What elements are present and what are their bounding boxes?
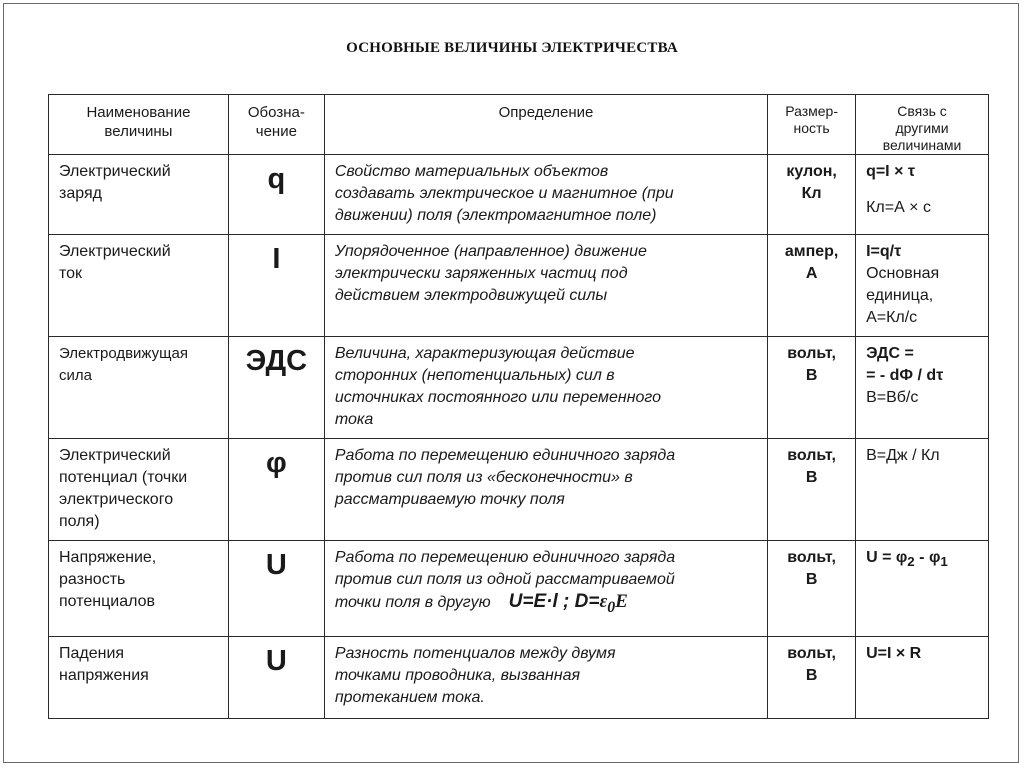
quantity-name: Электрический потенциал (точки электрического поля)	[49, 439, 229, 541]
header-row	[49, 95, 989, 155]
table-row	[49, 235, 989, 337]
quantity-relation: ЭДС = = - dФ / dτ В=Вб/с	[856, 337, 989, 439]
quantity-unit: кулон, Кл	[768, 155, 856, 235]
header-relation: Связь с другими величинами	[856, 95, 989, 155]
table-row	[49, 155, 989, 235]
voltage-formula: U=E·l ; $D=\varepsilon_0E$	[508, 591, 628, 616]
quantity-relation: I=q/τ Основная единица, А=Кл/с	[856, 235, 989, 337]
quantity-symbol: q	[228, 155, 324, 235]
quantity-symbol: U	[228, 637, 324, 719]
quantity-symbol: U	[228, 541, 324, 637]
quantity-relation: $U = \varphi_2 - \varphi_1$	[856, 541, 989, 637]
quantity-symbol: ЭДС	[228, 337, 324, 439]
quantity-definition: Свойство материальных объектов создавать электрическое и магнитное (при движении) поля (электромагнитное поле)	[324, 155, 767, 235]
page-title: ОСНОВНЫЕ ВЕЛИЧИНЫ ЭЛЕКТРИЧЕСТВА	[346, 40, 678, 56]
quantity-name: Падения напряжения	[49, 637, 229, 719]
quantity-unit: вольт, В	[768, 439, 856, 541]
quantity-definition: Работа по перемещению единичного заряда против сил поля из «бесконечности» в рассматриваемую точку поля	[324, 439, 767, 541]
quantity-definition: Упорядоченное (направленное) движение электрически заряженных частиц под действием электродвижущей силы	[324, 235, 767, 337]
table-row	[49, 337, 989, 439]
header-symbol: Обозна- чение	[228, 95, 324, 155]
quantity-name: Напряжение, разность потенциалов	[49, 541, 229, 637]
quantity-unit: ампер, А	[768, 235, 856, 337]
table-row	[49, 541, 989, 637]
header-definition: Определение	[324, 95, 767, 155]
quantity-name: Электрический ток	[49, 235, 229, 337]
quantities-table	[48, 94, 989, 719]
quantity-unit: вольт, В	[768, 337, 856, 439]
quantity-relation: U=I × R	[856, 637, 989, 719]
quantity-definition: Работа по перемещению единичного заряда против сил поля из одной рассматриваемой точки поля в другую U=E·l ; $D=\varepsilon_0E$	[324, 541, 767, 637]
table-row	[49, 637, 989, 719]
quantity-relation: q=I × τ Кл=А × с	[856, 155, 989, 235]
quantity-definition: Величина, характеризующая действие сторонних (непотенциальных) сил в источниках постоянного или переменного тока	[324, 337, 767, 439]
quantity-symbol: I	[228, 235, 324, 337]
quantity-name: Электродвижущая сила	[49, 337, 229, 439]
table-row	[49, 439, 989, 541]
quantity-name: Электрический заряд	[49, 155, 229, 235]
header-name: Наименование величины	[49, 95, 229, 155]
quantity-relation: В=Дж / Кл	[856, 439, 989, 541]
quantity-symbol: φ	[228, 439, 324, 541]
quantity-definition: Разность потенциалов между двумя точками проводника, вызванная протеканием тока.	[324, 637, 767, 719]
header-unit: Размер- ность	[768, 95, 856, 155]
quantity-unit: вольт, В	[768, 637, 856, 719]
quantity-unit: вольт, В	[768, 541, 856, 637]
